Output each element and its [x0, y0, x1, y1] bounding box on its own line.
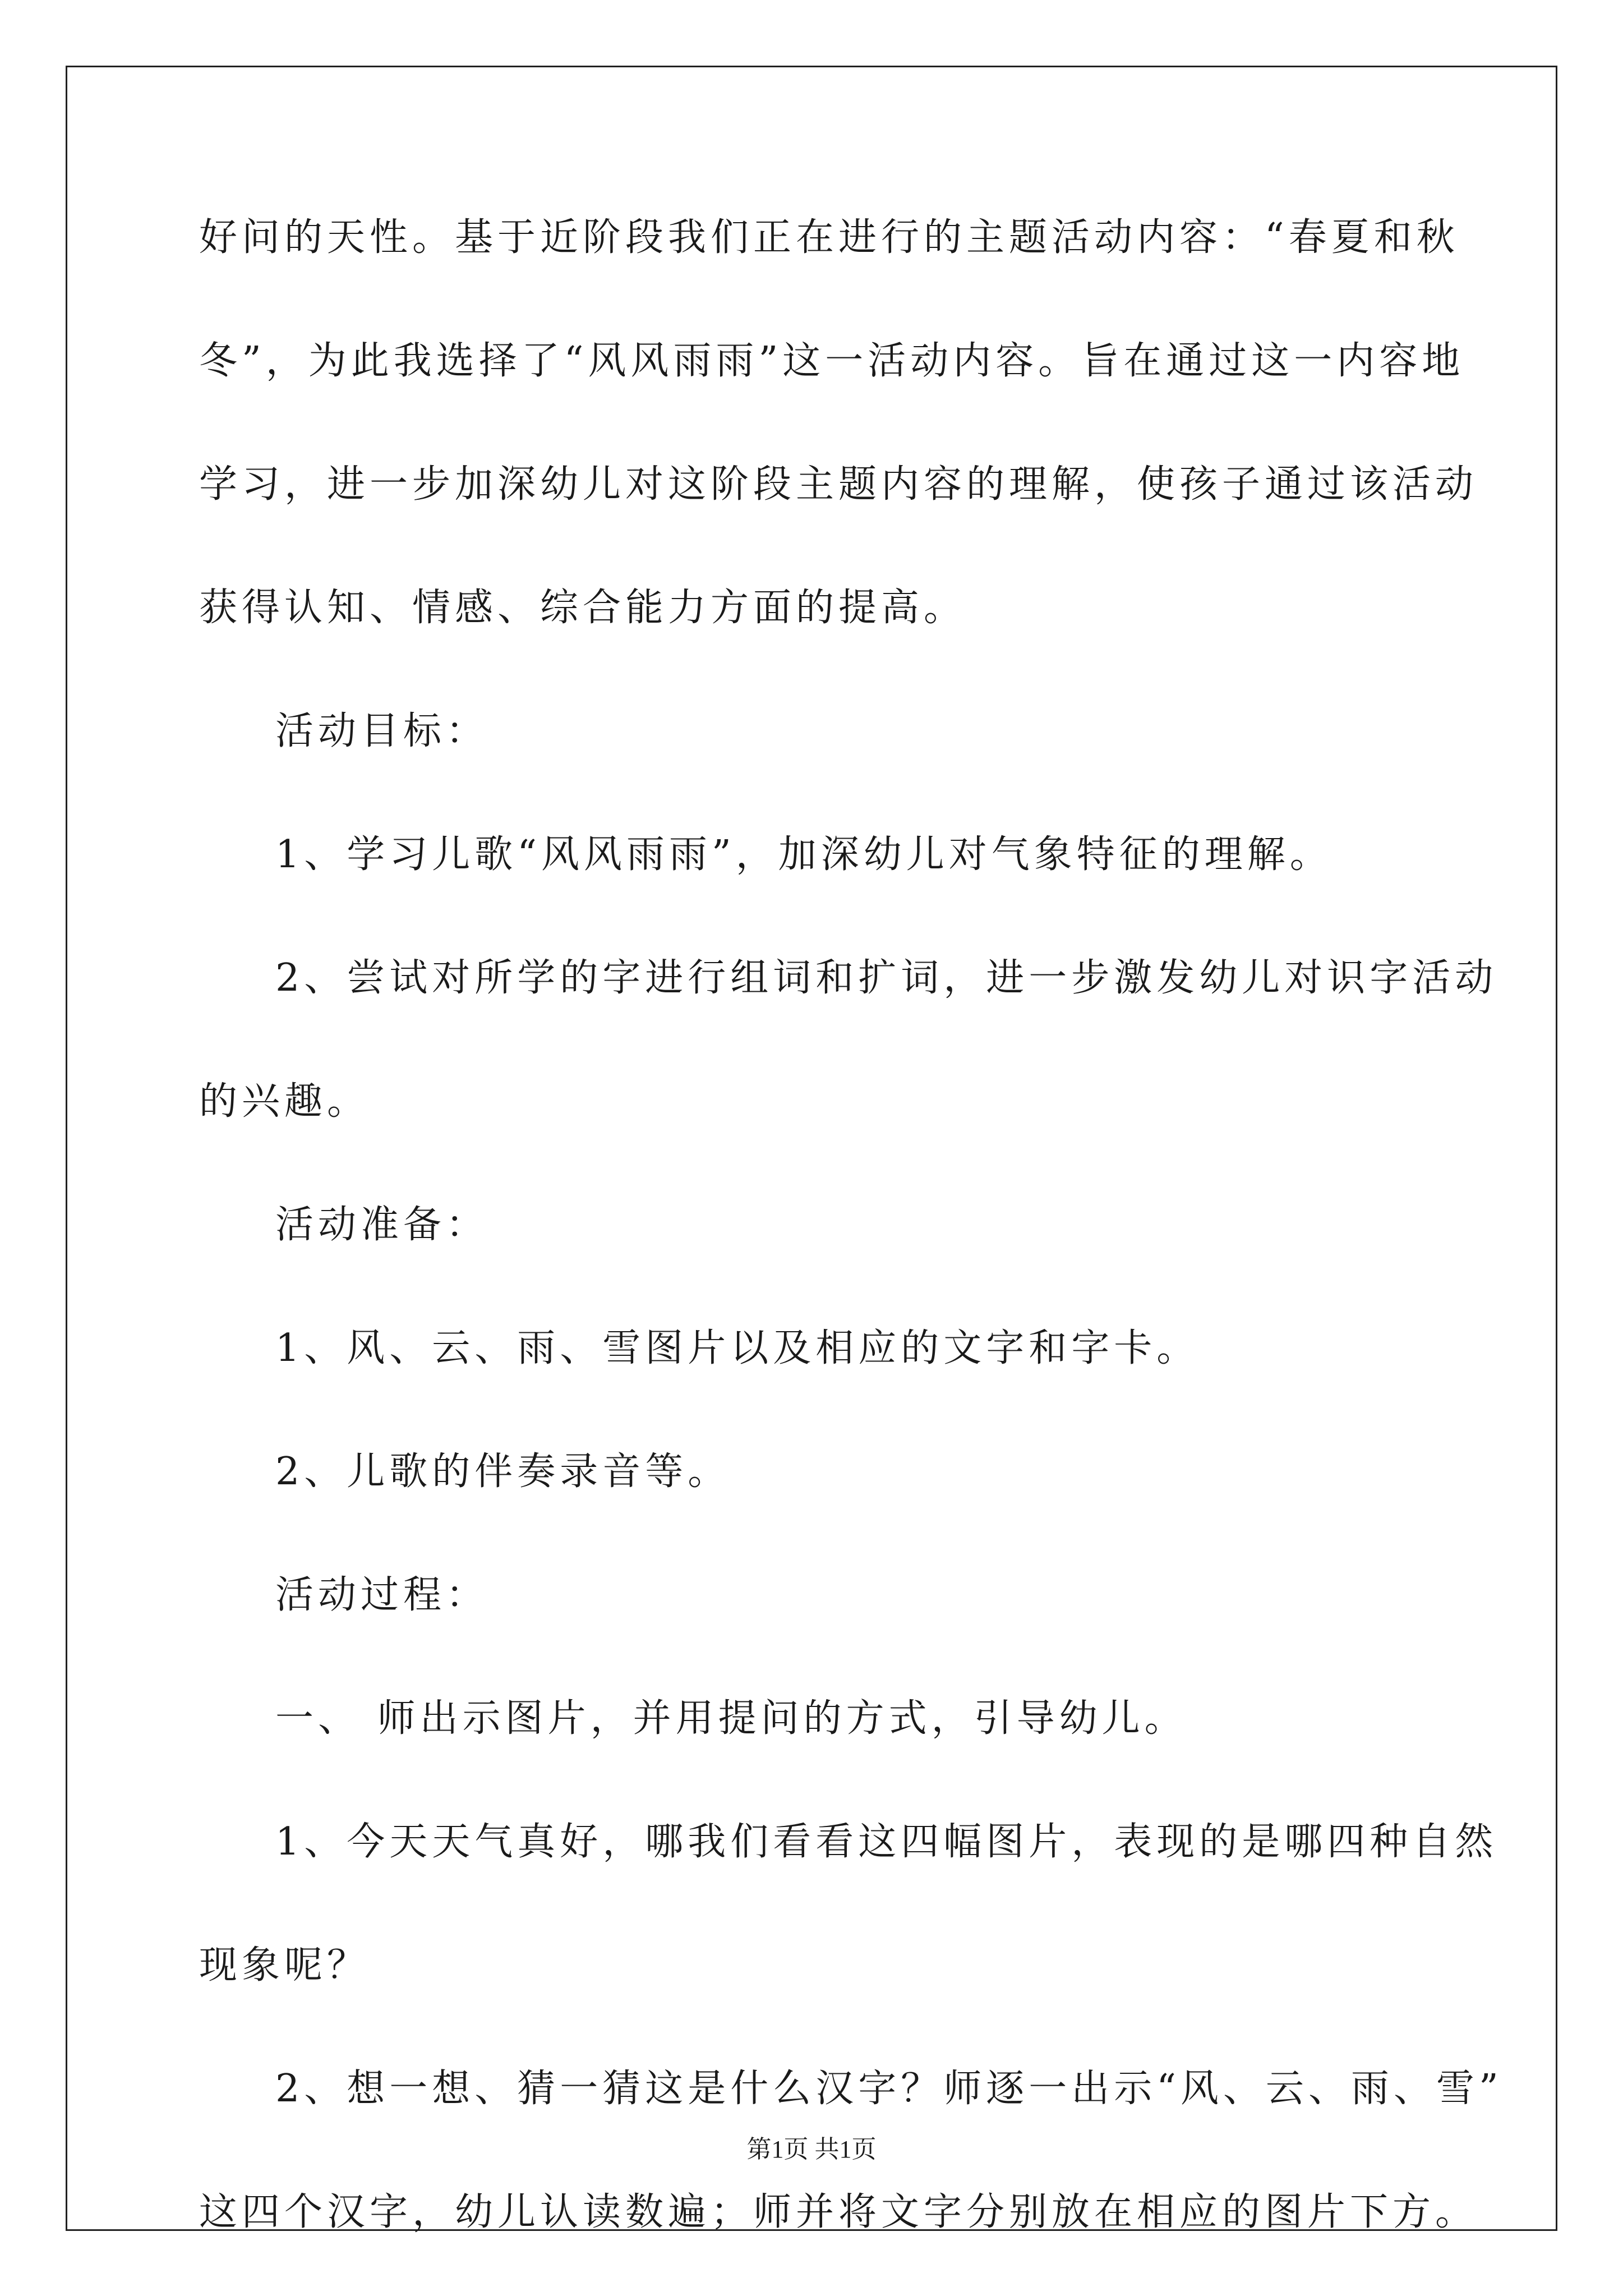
text-line: 这四个汉字，幼儿认读数遍；师并将文字分别放在相应的图片下方。: [199, 2190, 1478, 2234]
page-number-footer: 第1页 共1页: [746, 2136, 877, 2163]
text-line: 一、 师出示图片，并用提问的方式，引导幼儿。: [275, 1696, 1187, 1741]
page-border: [66, 66, 1557, 2234]
text-line: 2、想一想、猜一猜这是什么汉字？师逐一出示“风、云、雨、雪”: [275, 2067, 1503, 2111]
section-heading: 活动过程：: [275, 1573, 489, 1617]
section-heading: 活动准备：: [275, 1203, 489, 1247]
section-heading: 活动目标：: [275, 709, 489, 753]
text-line: 1、今天天气真好，哪我们看看这四幅图片，表现的是哪四种自然: [275, 1820, 1498, 1864]
text-line: 获得认知、情感、综合能力方面的提高。: [199, 586, 967, 630]
text-line: 1、学习儿歌“风风雨雨”，加深幼儿对气象特征的理解。: [275, 832, 1332, 877]
text-line: 1、风、云、雨、雪图片以及相应的文字和字卡。: [275, 1326, 1200, 1370]
text-line: 的兴趣。: [199, 1079, 370, 1124]
text-line: 学习，进一步加深幼儿对这阶段主题内容的理解，使孩子通过该活动: [199, 462, 1478, 507]
text-line: 2、尝试对所学的字进行组词和扩词，进一步激发幼儿对识字活动: [275, 956, 1498, 1000]
text-line: 现象呢？: [199, 1943, 370, 1987]
text-line: 好问的天性。基于近阶段我们正在进行的主题活动内容：“春夏和秋: [199, 215, 1459, 260]
text-line: 冬”，为此我选择了“风风雨雨”这一活动内容。旨在通过这一内容地: [199, 339, 1465, 383]
text-line: 2、儿歌的伴奏录音等。: [275, 1450, 731, 1494]
